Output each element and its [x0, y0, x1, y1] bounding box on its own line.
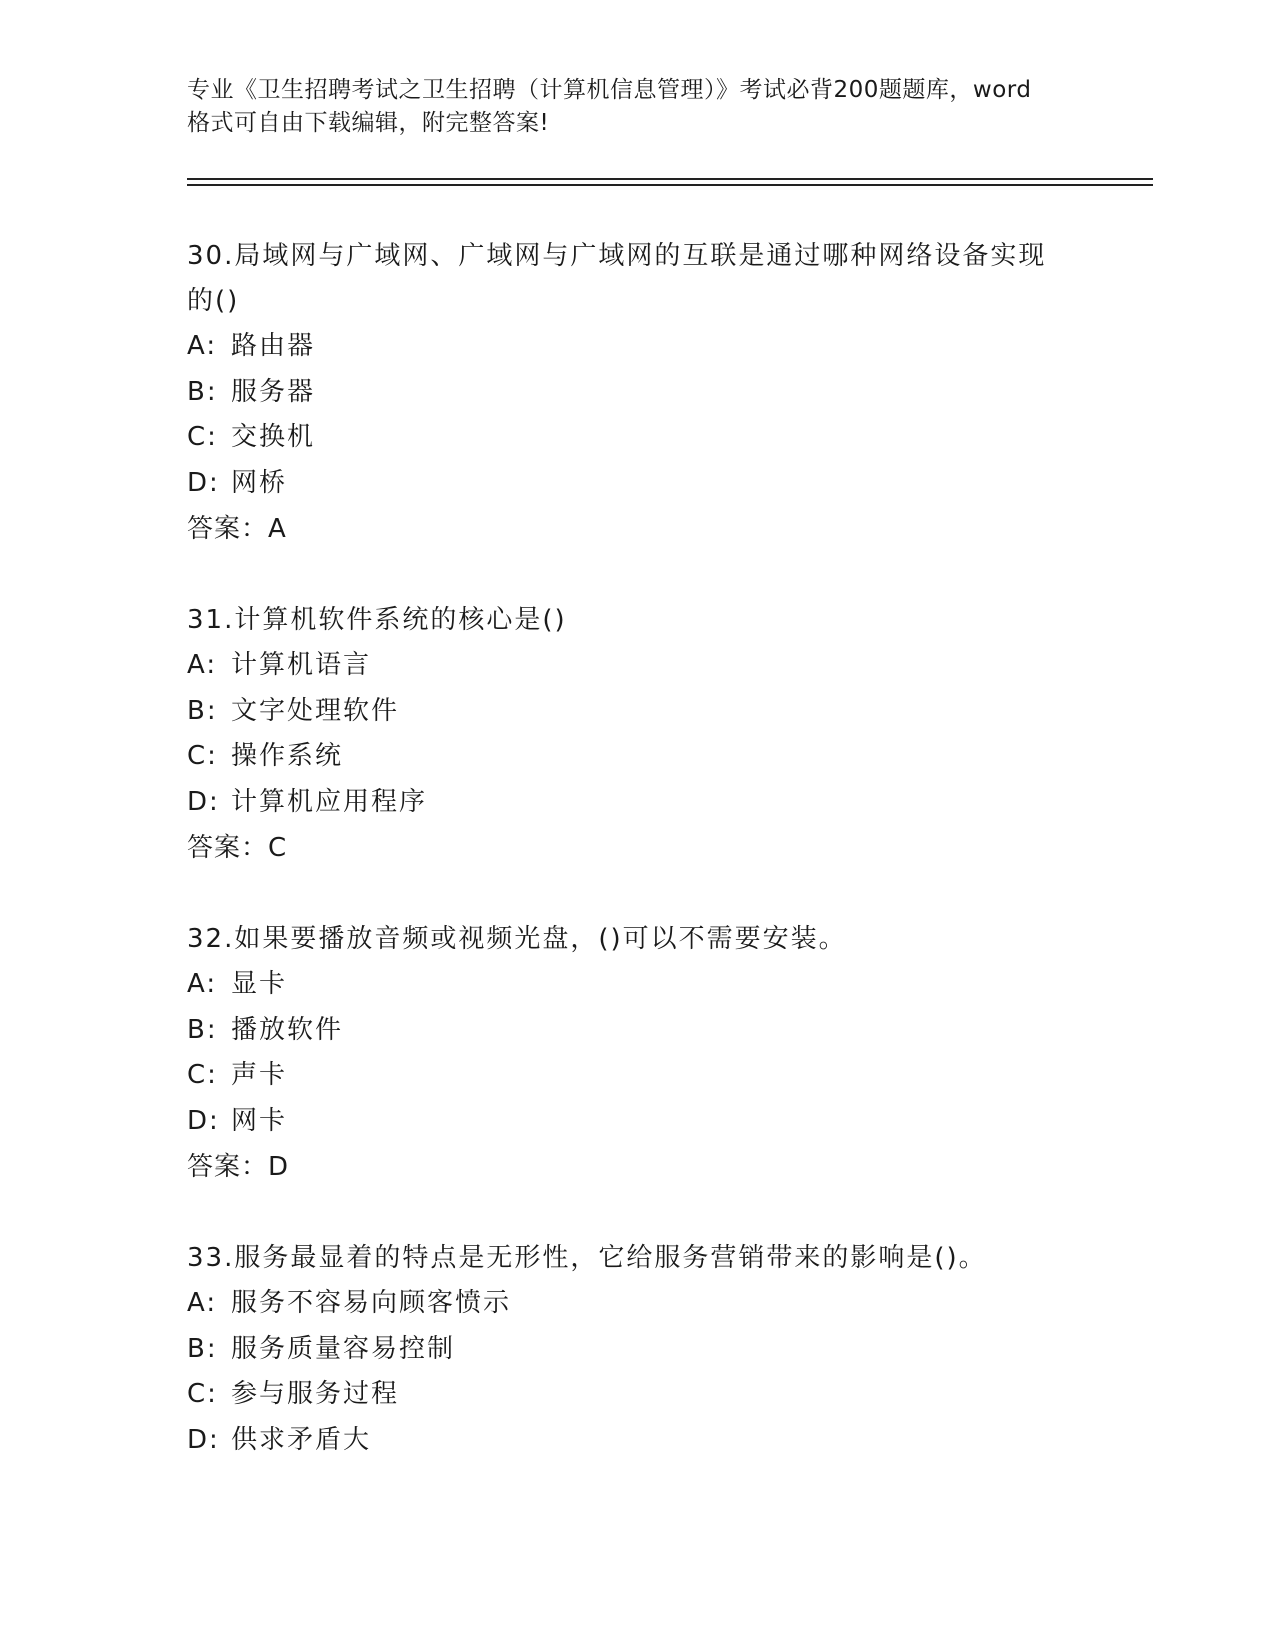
option-key: C: — [187, 1060, 218, 1090]
header-divider-top — [187, 178, 1153, 180]
option-d — [187, 461, 1087, 507]
option-key: B: — [187, 1014, 218, 1045]
option-key: D: — [187, 1105, 220, 1136]
option-text: 服务器 — [231, 376, 316, 407]
option-a — [187, 643, 1087, 689]
option-key: B: — [187, 376, 218, 407]
option-text: 播放软件 — [231, 1014, 344, 1045]
option-a — [187, 1281, 1087, 1327]
option-key: C: — [187, 1379, 218, 1409]
question-31 — [187, 598, 1087, 871]
option-c — [187, 1053, 1087, 1099]
option-text: 服务不容易向顾客愤示 — [231, 1288, 512, 1318]
option-d — [187, 1099, 1087, 1145]
option-key: B: — [187, 695, 218, 726]
header-line-2: 格式可自由下载编辑，附完整答案! — [187, 110, 550, 136]
option-text: 交换机 — [231, 422, 316, 452]
question-32 — [187, 917, 1087, 1190]
option-key: D: — [187, 786, 220, 817]
option-d — [187, 780, 1087, 826]
option-d — [187, 1418, 1087, 1464]
option-text: 服务质量容易控制 — [231, 1333, 456, 1364]
option-text: 计算机应用程序 — [231, 786, 428, 817]
answer-line: 答案：D — [187, 1152, 290, 1182]
header-line-1: 专业《卫生招聘考试之卫生招聘（计算机信息管理）》考试必背200题题库，word — [187, 77, 1032, 103]
option-key: C: — [187, 422, 218, 452]
option-b — [187, 689, 1087, 735]
option-key: B: — [187, 1333, 218, 1364]
option-key: A: — [187, 650, 218, 680]
option-text: 计算机语言 — [231, 650, 372, 680]
option-key: A: — [187, 1288, 218, 1318]
option-text: 参与服务过程 — [231, 1379, 400, 1409]
option-key: C: — [187, 741, 218, 771]
option-a — [187, 324, 1087, 370]
option-b — [187, 1327, 1087, 1373]
question-stem: 33.服务最显着的特点是无形性，它给服务营销带来的影响是()。 — [187, 1243, 987, 1273]
option-b — [187, 370, 1087, 416]
option-c — [187, 1372, 1087, 1418]
option-key: A: — [187, 969, 218, 999]
option-text: 声卡 — [231, 1060, 288, 1090]
question-30 — [187, 234, 1087, 552]
option-key: A: — [187, 331, 218, 361]
option-key: D: — [187, 1424, 220, 1455]
option-b — [187, 1008, 1087, 1054]
question-stem: 31.计算机软件系统的核心是() — [187, 605, 567, 635]
answer-line: 答案：A — [187, 514, 287, 544]
document-header — [187, 74, 1117, 140]
option-text: 操作系统 — [231, 741, 344, 771]
option-c — [187, 734, 1087, 780]
option-text: 路由器 — [231, 331, 316, 361]
option-text: 文字处理软件 — [231, 695, 400, 726]
header-divider-bottom — [187, 184, 1153, 186]
question-33 — [187, 1236, 1087, 1463]
option-text: 网卡 — [231, 1105, 288, 1136]
question-stem-continued: 的() — [187, 286, 240, 316]
question-list — [187, 234, 1087, 1509]
option-c — [187, 415, 1087, 461]
answer-line: 答案：C — [187, 833, 288, 863]
option-text: 显卡 — [231, 969, 288, 999]
question-stem: 30.局域网与广域网、广域网与广域网的互联是通过哪种网络设备实现 — [187, 241, 1047, 271]
option-a — [187, 962, 1087, 1008]
question-stem: 32.如果要播放音频或视频光盘，()可以不需要安装。 — [187, 924, 847, 954]
option-text: 网桥 — [231, 467, 288, 498]
option-text: 供求矛盾大 — [231, 1424, 372, 1455]
option-key: D: — [187, 467, 220, 498]
